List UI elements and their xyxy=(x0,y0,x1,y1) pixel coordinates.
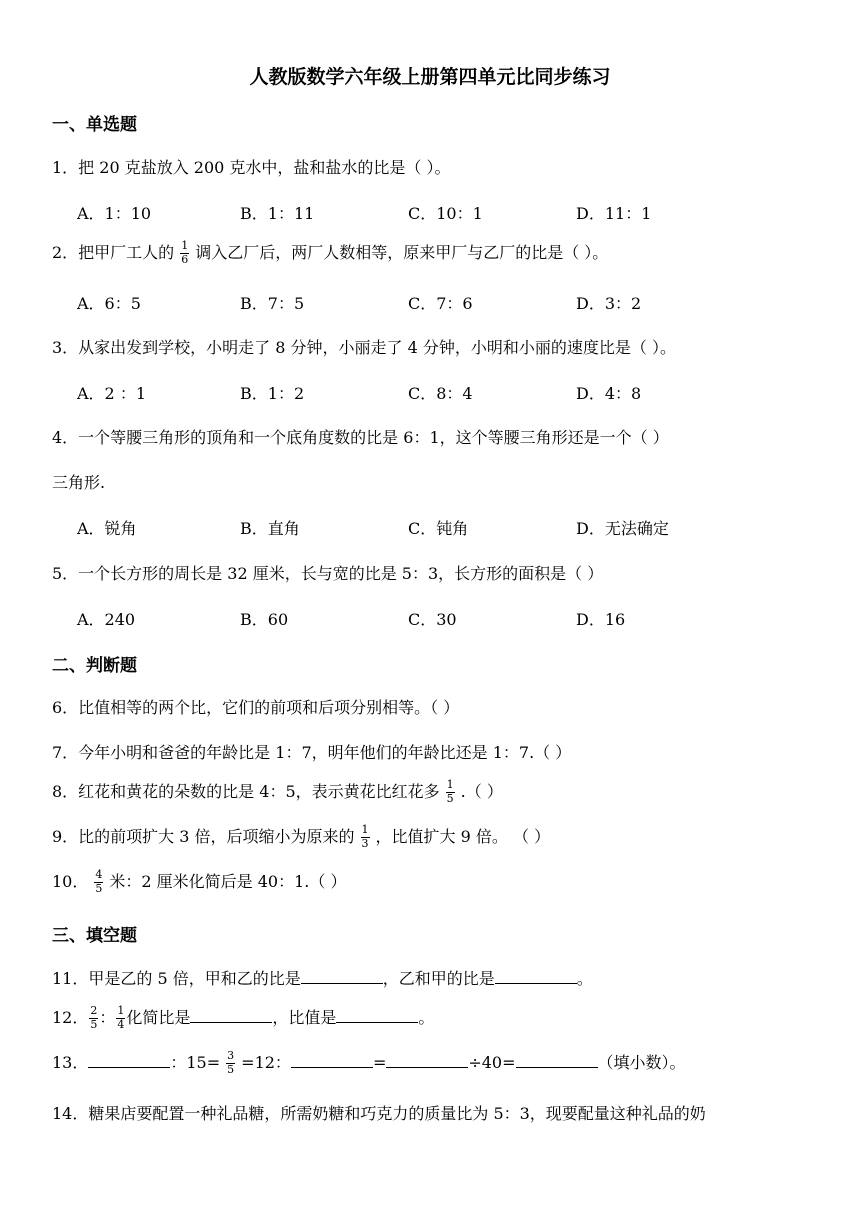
option-c[interactable]: C．8：4 xyxy=(408,384,473,403)
answer-blank[interactable] xyxy=(190,1008,272,1023)
question-8: 8．红花和黄花的朵数的比是 4：5，表示黄花比红花多 $\frac{1}{5}$ .（ ） xyxy=(52,778,503,805)
answer-blank[interactable] xyxy=(301,969,383,984)
option-d[interactable]: D．11：1 xyxy=(576,204,652,223)
option-c[interactable]: C．钝角 xyxy=(408,519,469,538)
option-d[interactable]: D．4：8 xyxy=(576,384,642,403)
answer-blank[interactable] xyxy=(516,1053,598,1068)
question-1: 1．把 20 克盐放入 200 克水中，盐和盐水的比是（ ）。 xyxy=(52,158,451,177)
fraction: $\frac{2}{5}$ xyxy=(90,1004,98,1031)
page-title: 人教版数学六年级上册第四单元比同步练习 xyxy=(249,66,611,88)
question-9: 9．比的前项扩大 3 倍，后项缩小为原来的 $\frac{1}{3}$ ，比值扩大 9 倍。 （ ） xyxy=(52,823,551,850)
option-a[interactable]: A．1：10 xyxy=(77,204,152,223)
option-a[interactable]: A．6：5 xyxy=(77,294,141,313)
answer-blank[interactable] xyxy=(495,969,577,984)
question-11: 11．甲是乙的 5 倍，甲和乙的比是 ，乙和甲的比是 。 xyxy=(52,969,593,988)
answer-blank[interactable] xyxy=(291,1053,373,1068)
fraction: $\frac{1}{3}$ xyxy=(361,823,369,850)
option-b[interactable]: B．60 xyxy=(240,610,289,629)
answer-blank[interactable] xyxy=(88,1053,170,1068)
question-13: 13． ：15= $\frac{3}{5}$ =12： = ÷40= （填小数）。 xyxy=(52,1049,686,1076)
option-d[interactable]: D．16 xyxy=(576,610,626,629)
fraction: $\frac{4}{5}$ xyxy=(95,868,103,895)
option-d[interactable]: D．无法确定 xyxy=(576,519,669,538)
option-c[interactable]: C．10：1 xyxy=(408,204,483,223)
fraction: $\frac{1}{5}$ xyxy=(446,778,454,805)
option-b[interactable]: B．1：2 xyxy=(240,384,305,403)
fraction: $\frac{1}{6}$ xyxy=(181,239,189,266)
option-c[interactable]: C．30 xyxy=(408,610,457,629)
option-b[interactable]: B．直角 xyxy=(240,519,300,538)
answer-blank[interactable] xyxy=(336,1008,418,1023)
option-b[interactable]: B．1：11 xyxy=(240,204,315,223)
option-b[interactable]: B．7：5 xyxy=(240,294,305,313)
fraction: $\frac{1}{4}$ xyxy=(117,1004,125,1031)
question-7: 7．今年小明和爸爸的年龄比是 1：7，明年他们的年龄比还是 1：7.（ ） xyxy=(52,743,572,762)
question-12: 12． $\frac{2}{5}$ ： $\frac{1}{4}$ 化简比是 ，比值是 。 xyxy=(52,1004,435,1031)
question-5: 5．一个长方形的周长是 32 厘米，长与宽的比是 5：3，长方形的面积是（ ） xyxy=(52,564,604,583)
question-3: 3．从家出发到学校，小明走了 8 分钟，小丽走了 4 分钟，小明和小丽的速度比是（ ）。 xyxy=(52,338,676,357)
question-4-continuation: 三角形. xyxy=(52,473,106,492)
section-heading-true-false: 二、判断题 xyxy=(52,656,137,676)
question-4: 4．一个等腰三角形的顶角和一个底角度数的比是 6：1，这个等腰三角形还是一个（ ） xyxy=(52,428,669,447)
option-a[interactable]: A．240 xyxy=(77,610,136,629)
fraction: $\frac{3}{5}$ xyxy=(227,1049,235,1076)
question-10: 10． $\frac{4}{5}$ 米：2 厘米化简后是 40：1.（ ） xyxy=(52,868,347,895)
question-6: 6．比值相等的两个比，它们的前项和后项分别相等。（ ） xyxy=(52,698,460,717)
option-d[interactable]: D．3：2 xyxy=(576,294,642,313)
question-2: 2．把甲厂工人的 $\frac{1}{6}$ 调入乙厂后，两厂人数相等，原来甲厂与乙厂的比是（ ）。 xyxy=(52,239,609,266)
answer-blank[interactable] xyxy=(386,1053,468,1068)
section-heading-single-choice: 一、单选题 xyxy=(52,115,137,135)
option-a[interactable]: A．2 ：1 xyxy=(77,384,147,403)
option-c[interactable]: C．7：6 xyxy=(408,294,473,313)
question-14: 14．糖果店要配置一种礼品糖，所需奶糖和巧克力的质量比为 5：3，现要配量这种礼品的奶 xyxy=(52,1104,706,1123)
section-heading-fill-in: 三、填空题 xyxy=(52,926,137,946)
option-a[interactable]: A．锐角 xyxy=(77,519,137,538)
